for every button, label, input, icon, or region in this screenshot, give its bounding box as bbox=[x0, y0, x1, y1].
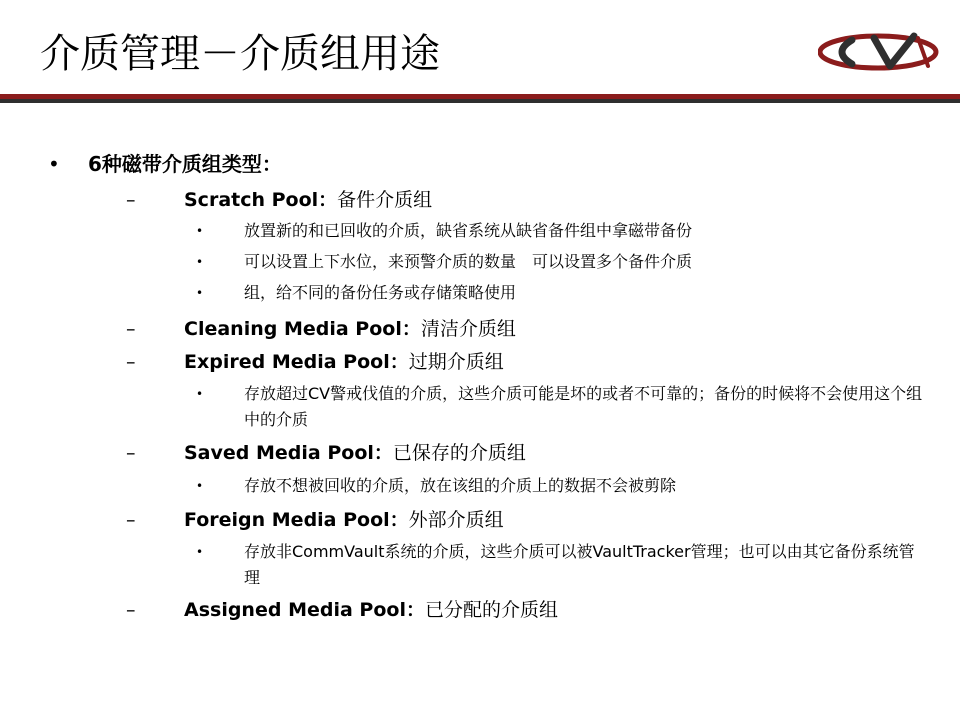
bullet-icon: • bbox=[196, 479, 204, 493]
dash-icon: – bbox=[126, 599, 136, 621]
dash-icon: – bbox=[126, 189, 136, 211]
bullet-icon: • bbox=[196, 545, 204, 559]
pool-name: Foreign Media Pool： bbox=[184, 509, 409, 531]
pool-name: Scratch Pool： bbox=[184, 189, 338, 211]
slide-content: • 6种磁带介质组类型： – Scratch Pool：备件介质组 • 放置新的和已回收的介质，缺省系统从缺省备件组中拿磁带备份 • 可以设置上下水位，来预警介质的数量 可以设置多个备件介质 • 组，给不同的备份任务或存储策略使用 – Cleaning Media Pool：清洁介质组 – Expired Media Pool：过期介质组 • 存放超过CV警戒伐值的介质，这些介质可能是坏的或者不可靠的；备份的时候将不会使用这个组中的介质 – Saved Media Pool：已保存的介质组 • 存放不想被回收的介质，放在该组的介质上的数据不会被剪除 – Foreign Media Pool：外部介质组 • 存放非CommVault系统的介质，这些介质可以被VaultTracker管理；也可以由其它备份系统管理 – Assigned Media Pool：已分配的介质组 bbox=[0, 0, 960, 720]
pool-item bbox=[0, 596, 960, 624]
dash-icon: – bbox=[126, 442, 136, 464]
bullet-icon: • bbox=[196, 387, 204, 401]
bullet-icon: • bbox=[48, 152, 60, 176]
bullet-icon: • bbox=[196, 286, 204, 300]
slide-title: 介质管理－介质组用途 bbox=[40, 31, 440, 77]
dash-icon: – bbox=[126, 351, 136, 373]
pool-name: Cleaning Media Pool： bbox=[184, 318, 421, 340]
pool-desc: 已分配的介质组 bbox=[424, 599, 558, 621]
pool-desc: 备件介质组 bbox=[337, 189, 433, 211]
dash-icon: – bbox=[126, 318, 136, 340]
pool-desc: 过期介质组 bbox=[408, 351, 504, 373]
pool-item bbox=[0, 186, 960, 214]
pool-name: Expired Media Pool： bbox=[184, 351, 409, 373]
pool-desc: 已保存的介质组 bbox=[392, 442, 526, 464]
bullet-icon: • bbox=[196, 224, 204, 238]
pool-item bbox=[0, 506, 960, 534]
pool-item bbox=[0, 348, 960, 376]
pool-desc: 清洁介质组 bbox=[420, 318, 516, 340]
pool-name: Saved Media Pool： bbox=[184, 442, 393, 464]
pool-item bbox=[0, 439, 960, 467]
dash-icon: – bbox=[126, 509, 136, 531]
pool-name: Assigned Media Pool： bbox=[184, 599, 425, 621]
pool-desc: 外部介质组 bbox=[408, 509, 504, 531]
section-heading: 6种磁带介质组类型： bbox=[88, 152, 282, 176]
pool-item bbox=[0, 315, 960, 343]
bullet-icon: • bbox=[196, 255, 204, 269]
